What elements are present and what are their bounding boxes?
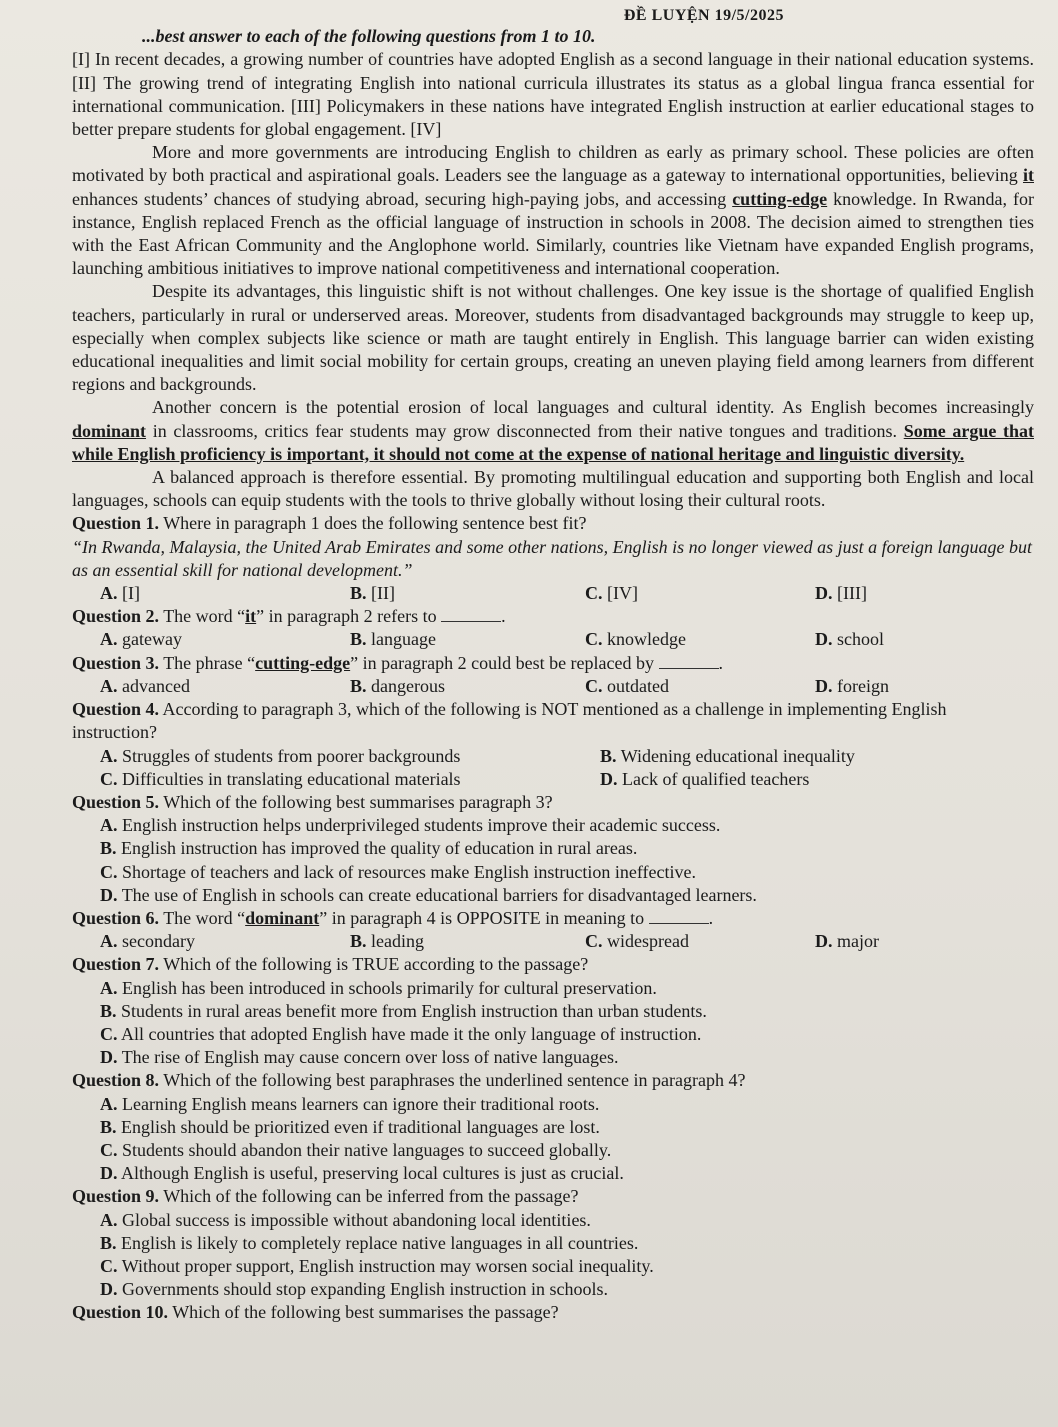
- question-number: Question 1.: [72, 513, 160, 534]
- option-letter: A.: [100, 629, 118, 650]
- option-text: Lack of qualified teachers: [622, 768, 810, 789]
- target-word: dominant: [245, 907, 320, 928]
- option-letter: C.: [585, 675, 603, 696]
- option-d[interactable]: [72, 1162, 1034, 1185]
- option-text: All countries that adopted English have made it the only language of instruction.: [121, 1023, 702, 1044]
- option-b[interactable]: [72, 1000, 1034, 1023]
- option-letter: C.: [100, 1023, 118, 1044]
- option-text: Global success is impossible without abandoning local identities.: [122, 1209, 591, 1230]
- question-text: Which of the following best summarises the passage?: [168, 1302, 559, 1323]
- option-letter: B.: [100, 838, 117, 859]
- option-text: English instruction has improved the quality of education in rural areas.: [121, 838, 638, 859]
- option-text: Without proper support, English instruction may worsen social inequality.: [121, 1255, 654, 1276]
- question-number: Question 5.: [72, 791, 160, 812]
- option-c[interactable]: [72, 1139, 1034, 1162]
- option-text: advanced: [122, 675, 190, 696]
- option-b[interactable]: [72, 1116, 1034, 1139]
- option-letter: A.: [100, 1209, 118, 1230]
- question-number: Question 9.: [72, 1186, 160, 1207]
- question-number: Question 2.: [72, 606, 160, 627]
- paragraph-2-text: knowledge. In Rwanda, for instance, English replaced French as the official language of instruction in schools in 2008. The decision aimed to strengthen ties with the East African Community and the Anglophone world. Similarly, countries like Vietnam have expanded English programs, launching ambitious initiatives to improve national competitiveness and international cooperation.: [72, 188, 1035, 279]
- option-text: school: [837, 629, 884, 650]
- option-letter: C.: [100, 861, 118, 882]
- answer-options: [72, 745, 1034, 791]
- question-number: Question 4.: [72, 699, 160, 720]
- option-text: Students in rural areas benefit more from English instruction than urban students.: [121, 1000, 707, 1021]
- option-b[interactable]: [350, 582, 585, 605]
- option-text: knowledge: [607, 629, 686, 650]
- option-d[interactable]: [600, 768, 1034, 791]
- option-letter: B.: [350, 583, 367, 604]
- option-text: [II]: [371, 583, 395, 604]
- option-a[interactable]: [100, 628, 350, 651]
- paragraph-3: Despite its advantages, this linguistic shift is not without challenges. One key issue is the shortage of qualified English teachers, particularly in rural or underserved areas. Moreover, students from disadvantaged backgrounds may struggle to keep up, especially when complex subjects like science or math are taught entirely in English. This language barrier can widen existing educational inequalities and limit social mobility for certain groups, creating an uneven playing field among learners from different regions and backgrounds.: [72, 281, 1034, 395]
- option-letter: D.: [600, 768, 618, 789]
- target-word: it: [245, 606, 257, 627]
- option-d[interactable]: [72, 884, 1034, 907]
- paragraph-4-text: in classrooms, critics fear students may grow disconnected from their native tongues and traditions.: [146, 420, 904, 441]
- exam-title: ĐỀ LUYỆN 19/5/2025: [623, 7, 784, 24]
- option-letter: D.: [100, 1047, 118, 1068]
- option-text: Students should abandon their native languages to succeed globally.: [122, 1139, 612, 1160]
- option-text: dangerous: [371, 675, 445, 696]
- option-text: English has been introduced in schools primarily for cultural preservation.: [122, 977, 657, 998]
- option-d[interactable]: [815, 930, 1034, 953]
- option-text: foreign: [837, 675, 889, 696]
- question-text: The word “: [159, 907, 246, 928]
- option-letter: D.: [100, 1279, 118, 1300]
- option-d[interactable]: [815, 675, 1034, 698]
- option-letter: D.: [815, 931, 833, 952]
- option-text: gateway: [122, 629, 182, 650]
- question-text: Which of the following can be inferred from the passage?: [159, 1186, 579, 1207]
- option-b[interactable]: [600, 745, 1034, 768]
- question-2: Question 2. The word “it” in paragraph 2 refers to . A. gateway B. language C. knowledge D. school: [72, 605, 1034, 651]
- question-number: Question 3.: [72, 652, 160, 673]
- paragraph-1: [I] In recent decades, a growing number of countries have adopted English as a second language in their national education systems. [II] The growing trend of integrating English into national curricula illustrates its status as a global lingua franca essential for international communication. [III] Policymakers in these nations have integrated English instruction at earlier educational stages to better prepare students for global engagement. [IV]: [72, 49, 1034, 140]
- question-text: Where in paragraph 1 does the following sentence best fit?: [159, 513, 587, 534]
- question-4: [72, 698, 1034, 791]
- question-text: Which of the following best summarises paragraph 3?: [159, 791, 553, 812]
- question-3: Question 3. The phrase “cutting-edge” in paragraph 2 could best be replaced by . A. advanced B. dangerous C. outdated D. foreign: [72, 652, 1034, 698]
- option-text: Although English is useful, preserving local cultures is just as crucial.: [121, 1163, 624, 1184]
- question-number: Question 10.: [72, 1302, 169, 1323]
- exam-instruction: ...best answer to each of the following questions from 1 to 10.: [142, 26, 596, 47]
- option-text: language: [371, 629, 436, 650]
- question-text: The word “: [159, 606, 246, 627]
- option-letter: C.: [585, 931, 603, 952]
- option-d[interactable]: [72, 1278, 1034, 1301]
- option-letter: B.: [100, 1000, 117, 1021]
- option-text: leading: [371, 931, 424, 952]
- option-c[interactable]: [72, 1023, 1034, 1046]
- question-quote: “In Rwanda, Malaysia, the United Arab Emirates and some other nations, English is no longer viewed as just a foreign language but as an essential skill for national development.”: [72, 536, 1032, 580]
- answer-options: [72, 675, 1034, 698]
- answer-blank: [659, 654, 719, 669]
- option-d[interactable]: [815, 628, 1034, 651]
- option-b[interactable]: [350, 628, 585, 651]
- option-letter: A.: [100, 745, 118, 766]
- question-number: Question 7.: [72, 954, 160, 975]
- option-letter: D.: [815, 629, 833, 650]
- option-text: Learning English means learners can ignore their traditional roots.: [122, 1093, 600, 1114]
- option-a[interactable]: [72, 1093, 1034, 1116]
- option-text: major: [837, 931, 879, 952]
- answer-blank: [441, 607, 501, 622]
- option-letter: A.: [100, 815, 118, 836]
- option-b[interactable]: [350, 675, 585, 698]
- option-a[interactable]: [100, 745, 600, 768]
- question-number: Question 8.: [72, 1070, 160, 1091]
- answer-blank: [649, 909, 709, 924]
- option-a[interactable]: [72, 977, 1034, 1000]
- option-text: secondary: [122, 931, 195, 952]
- option-text: Shortage of teachers and lack of resources make English instruction ineffective.: [122, 861, 696, 882]
- option-text: The use of English in schools can create educational barriers for disadvantaged learners.: [121, 884, 757, 905]
- option-b[interactable]: [72, 1232, 1034, 1255]
- question-text: ” in paragraph 2 refers to: [256, 606, 437, 627]
- option-c[interactable]: [72, 861, 1034, 884]
- option-text: [III]: [837, 583, 867, 604]
- question-9: [72, 1185, 1034, 1301]
- question-text: The phrase “: [159, 652, 256, 673]
- option-letter: D.: [100, 884, 118, 905]
- option-text: widespread: [607, 931, 689, 952]
- answer-options: [72, 628, 1034, 651]
- option-text: Struggles of students from poorer backgrounds: [122, 745, 461, 766]
- option-letter: C.: [100, 1255, 118, 1276]
- question-10: [72, 1301, 1034, 1324]
- paragraph-2-text: More and more governments are introducing English to children as early as primary school. These policies are often motivated by both practical and aspirational goals. Leaders see the language as a gateway to international opportunities, believing: [72, 142, 1034, 186]
- option-letter: A.: [100, 583, 118, 604]
- reading-passage: [72, 48, 1034, 512]
- option-text: [I]: [122, 583, 140, 604]
- option-letter: D.: [815, 583, 833, 604]
- target-word: cutting-edge: [255, 652, 351, 673]
- question-6: Question 6. The word “dominant” in paragraph 4 is OPPOSITE in meaning to . A. secondary B. leading C. widespread D. major: [72, 907, 1034, 953]
- option-c[interactable]: [585, 628, 815, 651]
- question-text: ” in paragraph 2 could best be replaced by: [350, 652, 655, 673]
- option-letter: C.: [100, 768, 118, 789]
- option-b[interactable]: [350, 930, 585, 953]
- question-text: Which of the following best paraphrases the underlined sentence in paragraph 4?: [159, 1070, 746, 1091]
- option-letter: B.: [600, 745, 617, 766]
- option-letter: A.: [100, 977, 118, 998]
- option-letter: D.: [100, 1163, 118, 1184]
- paragraph-2: [72, 141, 1034, 280]
- question-text: Which of the following is TRUE according to the passage?: [159, 954, 589, 975]
- question-1: [72, 512, 1034, 605]
- option-c[interactable]: [585, 930, 815, 953]
- option-text: The rise of English may cause concern over loss of native languages.: [121, 1047, 619, 1068]
- option-c[interactable]: [100, 768, 600, 791]
- option-letter: A.: [100, 1093, 118, 1114]
- option-letter: B.: [350, 629, 367, 650]
- option-letter: C.: [100, 1139, 118, 1160]
- paragraph-5: A balanced approach is therefore essential. By promoting multilingual education and supporting both English and local languages, schools can equip students with the tools to thrive globally without losing their cultural roots.: [72, 467, 1034, 511]
- option-letter: D.: [815, 675, 833, 696]
- option-a[interactable]: [100, 675, 350, 698]
- question-number: Question 6.: [72, 907, 160, 928]
- option-c[interactable]: [585, 582, 815, 605]
- paragraph-4: [72, 396, 1034, 466]
- option-letter: B.: [350, 931, 367, 952]
- option-a[interactable]: [100, 582, 350, 605]
- question-text: ” in paragraph 4 is OPPOSITE in meaning to: [319, 907, 645, 928]
- option-text: Difficulties in translating educational materials: [122, 768, 461, 789]
- option-text: Governments should stop expanding English instruction in schools.: [122, 1279, 608, 1300]
- paragraph-2-text: enhances students’ chances of studying abroad, securing high-paying jobs, and accessing: [72, 188, 733, 209]
- question-7: [72, 953, 1034, 1069]
- paragraph-4-text: Another concern is the potential erosion of local languages and cultural identity. As English becomes increasingly: [152, 397, 1034, 418]
- option-a[interactable]: [72, 1209, 1034, 1232]
- option-letter: A.: [100, 675, 118, 696]
- option-b[interactable]: [72, 837, 1034, 860]
- option-letter: A.: [100, 931, 118, 952]
- option-text: English instruction helps underprivileged students improve their academic success.: [122, 815, 721, 836]
- answer-options: [72, 930, 1034, 953]
- question-5: [72, 791, 1034, 907]
- question-8: [72, 1069, 1034, 1185]
- option-d[interactable]: [72, 1046, 1034, 1069]
- option-c[interactable]: [585, 675, 815, 698]
- option-c[interactable]: [72, 1255, 1034, 1278]
- option-letter: B.: [100, 1116, 117, 1137]
- underlined-sentence: Some argue that while English proficiency is important, it should not come at the expense of national heritage and linguistic diversity.: [72, 420, 1034, 464]
- option-letter: C.: [585, 583, 603, 604]
- answer-options: [72, 582, 1034, 605]
- option-d[interactable]: [815, 582, 1034, 605]
- option-text: [IV]: [607, 583, 638, 604]
- phrase-cutting-edge: cutting-edge: [732, 188, 828, 209]
- option-a[interactable]: [100, 930, 350, 953]
- option-text: English should be prioritized even if traditional languages are lost.: [121, 1116, 600, 1137]
- option-text: outdated: [607, 675, 669, 696]
- option-text: English is likely to completely replace native languages in all countries.: [121, 1232, 639, 1253]
- word-dominant: dominant: [72, 420, 147, 441]
- option-letter: B.: [350, 675, 367, 696]
- option-a[interactable]: [72, 814, 1034, 837]
- word-it: it: [1023, 165, 1034, 186]
- question-text: According to paragraph 3, which of the following is NOT mentioned as a challenge in implementing English instruction?: [72, 699, 947, 743]
- option-letter: C.: [585, 629, 603, 650]
- option-letter: B.: [100, 1232, 117, 1253]
- option-text: Widening educational inequality: [620, 745, 855, 766]
